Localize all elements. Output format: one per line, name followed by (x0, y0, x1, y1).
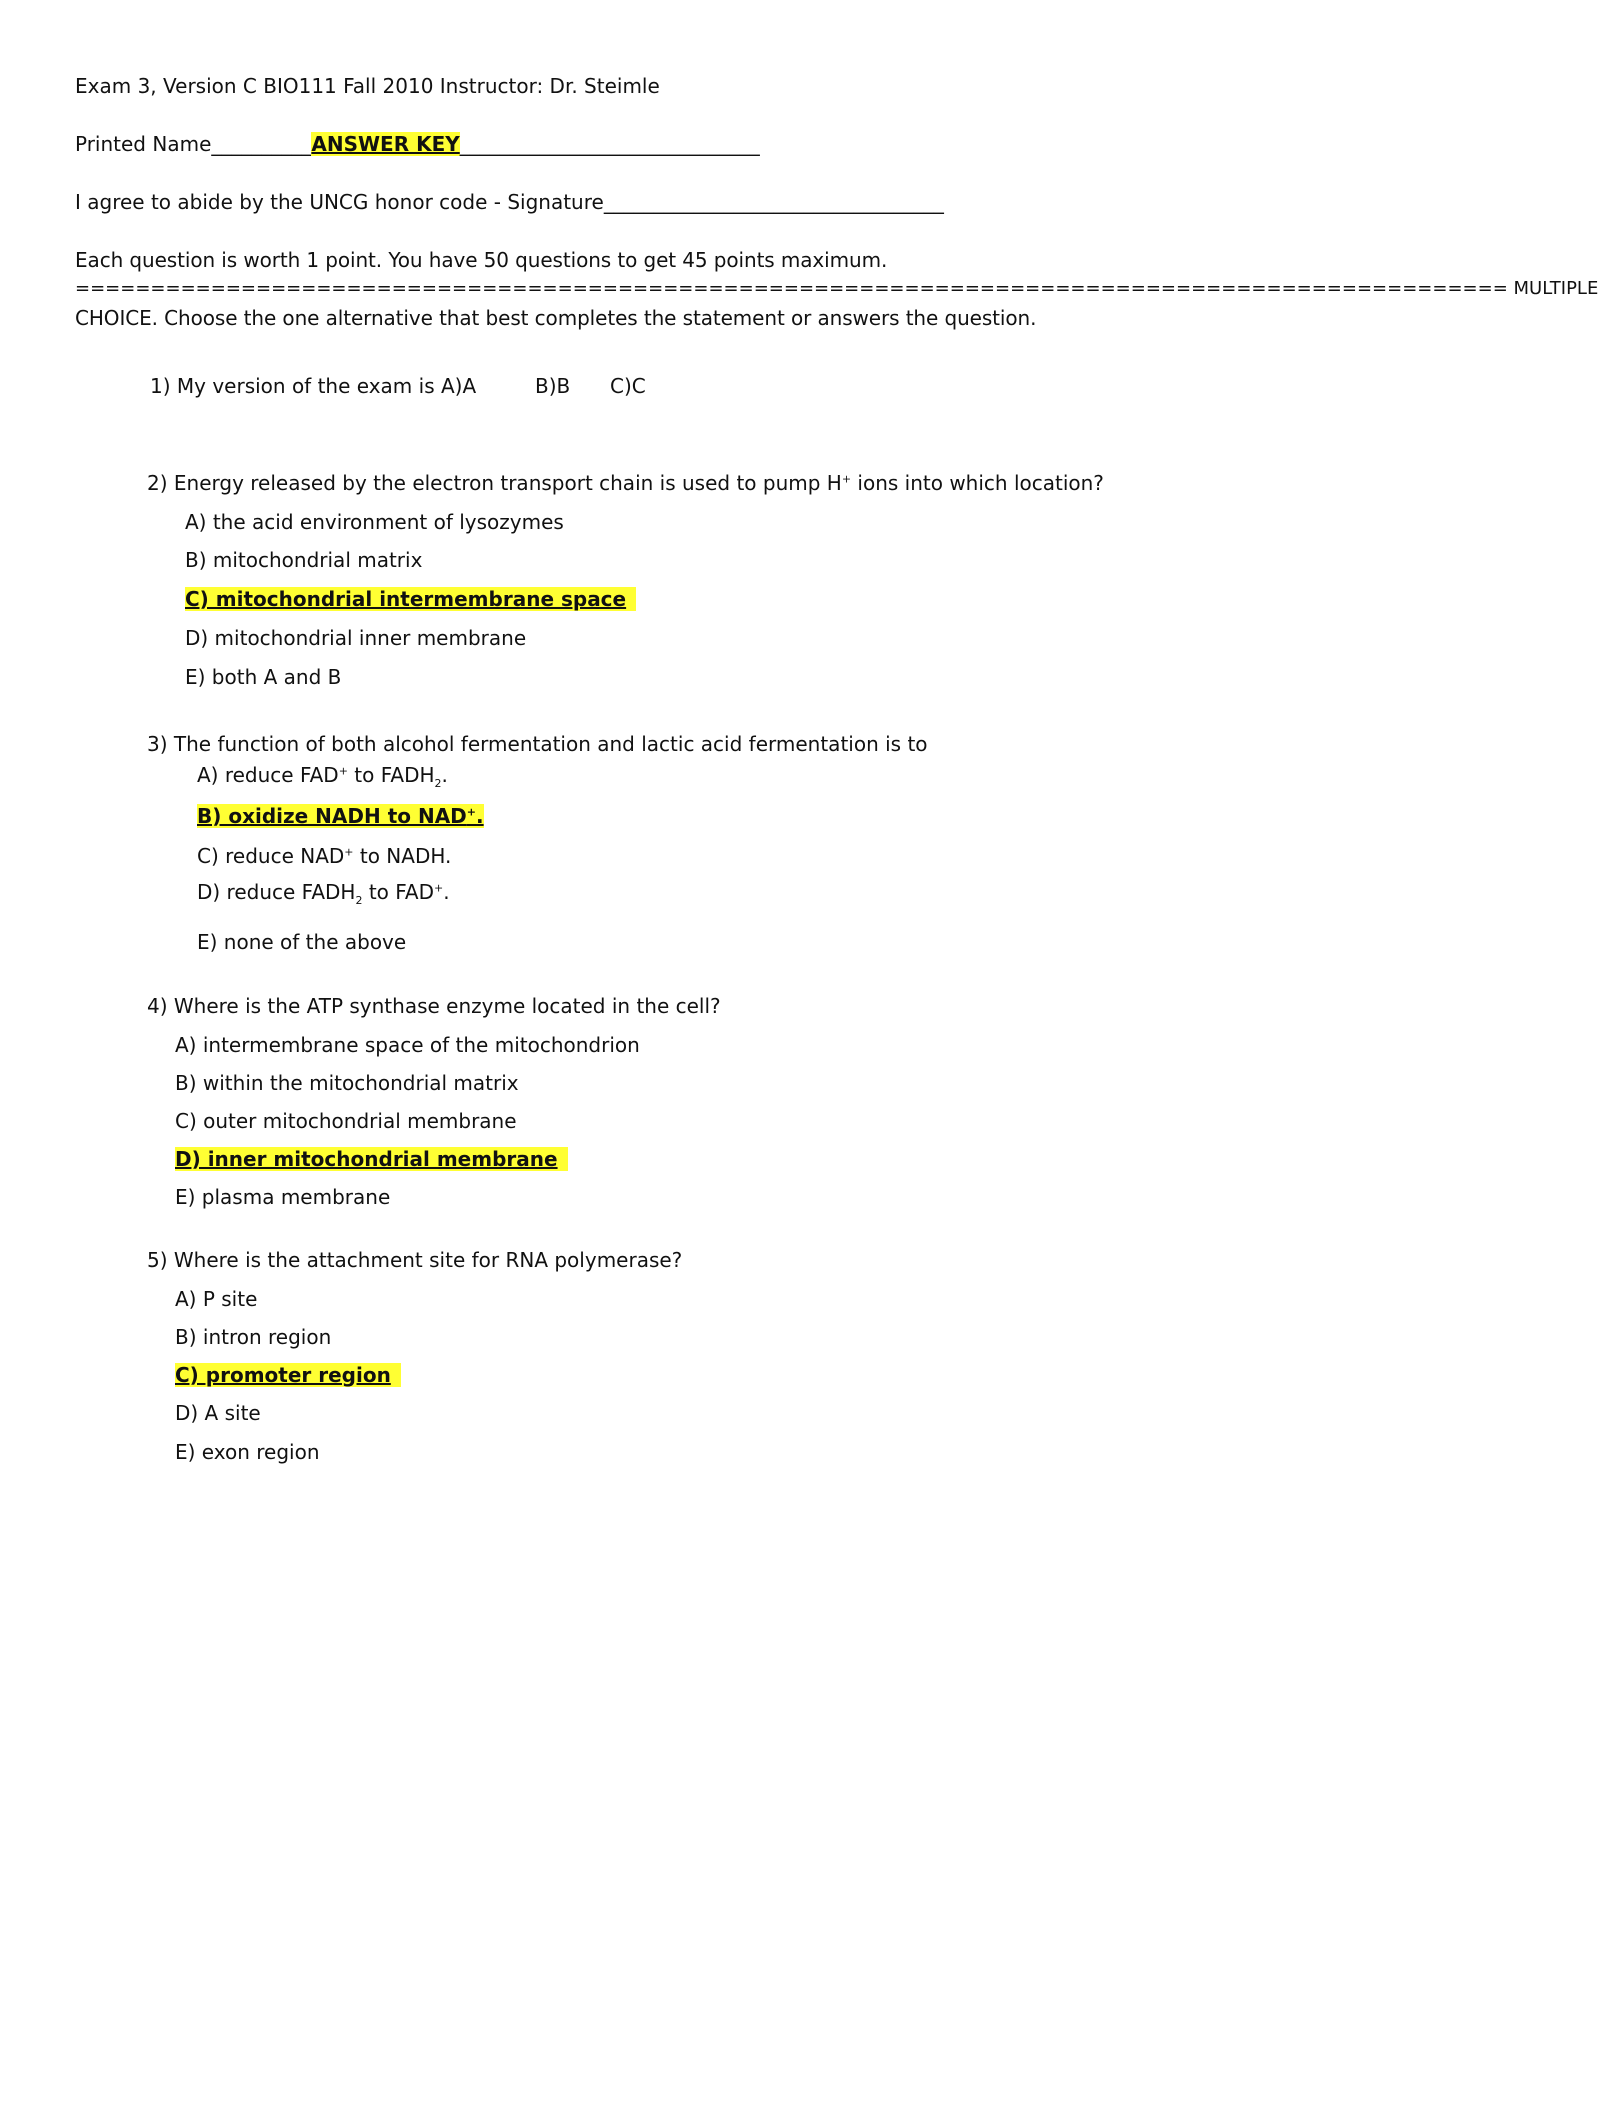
question-5-option-e: E) exon region (175, 1440, 320, 1464)
question-5-option-b: B) intron region (175, 1325, 332, 1349)
question-1-prompt: 1) My version of the exam is A)A (150, 374, 477, 398)
subscript: 2 (434, 777, 442, 790)
question-3-prompt: 3) The function of both alcohol fermentation and lactic acid fermentation is to (147, 732, 928, 756)
exam-title: Exam 3, Version C BIO111 Fall 2010 Instructor: Dr. Steimle (75, 74, 660, 98)
answer-highlight (197, 804, 484, 828)
question-4-option-e: E) plasma membrane (175, 1185, 391, 1209)
question-2-option-c-answer (185, 586, 636, 612)
question-2-option-b: B) mitochondrial matrix (185, 548, 423, 572)
question-5-option-d: D) A site (175, 1401, 261, 1425)
superscript: + (338, 764, 348, 778)
subscript: 2 (355, 894, 363, 907)
question-2-text: 2) Energy released by the electron transport chain is used to pump H (147, 471, 842, 495)
superscript: + (466, 805, 477, 819)
option-text: to NADH. (353, 844, 452, 868)
question-2-option-a: A) the acid environment of lysozymes (185, 510, 564, 534)
printed-name-blank-before: __________ (211, 132, 312, 156)
question-3-option-e: E) none of the above (197, 930, 407, 954)
signature-blank: __________________________________ (603, 190, 944, 214)
question-2-option-e: E) both A and B (185, 665, 342, 689)
option-text: to FADH (347, 763, 435, 787)
question-2-text-end: ions into which location? (851, 471, 1104, 495)
question-5-option-c-answer (175, 1362, 401, 1388)
option-text: . (476, 804, 484, 828)
answer-highlight: C) promoter region (175, 1363, 401, 1387)
honor-code-text: I agree to abide by the UNCG honor code - Signature (75, 190, 604, 214)
option-text: A) reduce FAD (197, 763, 339, 787)
option-text: . (441, 763, 448, 787)
question-2-prompt (147, 470, 1104, 496)
question-1-option-b: B)B (535, 374, 571, 398)
superscript: + (841, 472, 852, 486)
answer-key-highlight: ANSWER KEY (311, 132, 460, 156)
points-info: Each question is worth 1 point. You have 50 questions to get 45 points maximum. (75, 248, 888, 272)
question-4-option-a: A) intermembrane space of the mitochondrion (175, 1033, 640, 1057)
question-3-option-b-answer (197, 803, 484, 829)
superscript: + (344, 845, 354, 859)
answer-highlight: D) inner mitochondrial membrane (175, 1147, 568, 1171)
question-1-option-c: C)C (610, 374, 646, 398)
question-4-prompt: 4) Where is the ATP synthase enzyme located in the cell? (147, 994, 721, 1018)
option-text: . (443, 880, 450, 904)
instructions: CHOICE. Choose the one alternative that best completes the statement or answers the question. (75, 306, 1037, 330)
question-3-option-d (197, 879, 450, 905)
option-text: C) reduce NAD (197, 844, 345, 868)
question-5-option-a: A) P site (175, 1287, 258, 1311)
honor-code-line (75, 189, 944, 215)
question-1 (150, 373, 476, 399)
question-3-option-c (197, 843, 451, 869)
separator-rule: =============================================================================================== MULTIPLE (75, 278, 1598, 299)
printed-name-blank-after: ______________________________ (459, 132, 760, 156)
superscript: + (434, 881, 444, 895)
option-text: to FAD (362, 880, 435, 904)
printed-name-label: Printed Name (75, 132, 212, 156)
answer-highlight: C) mitochondrial intermembrane space (185, 587, 636, 611)
question-4-option-d-answer (175, 1146, 568, 1172)
question-2-option-d: D) mitochondrial inner membrane (185, 626, 527, 650)
question-5-prompt: 5) Where is the attachment site for RNA polymerase? (147, 1248, 683, 1272)
option-text: D) reduce FADH (197, 880, 356, 904)
question-4-option-c: C) outer mitochondrial membrane (175, 1109, 517, 1133)
printed-name-line (75, 131, 760, 157)
question-4-option-b: B) within the mitochondrial matrix (175, 1071, 519, 1095)
question-3-option-a (197, 762, 448, 788)
option-text: B) oxidize NADH to NAD (197, 804, 467, 828)
